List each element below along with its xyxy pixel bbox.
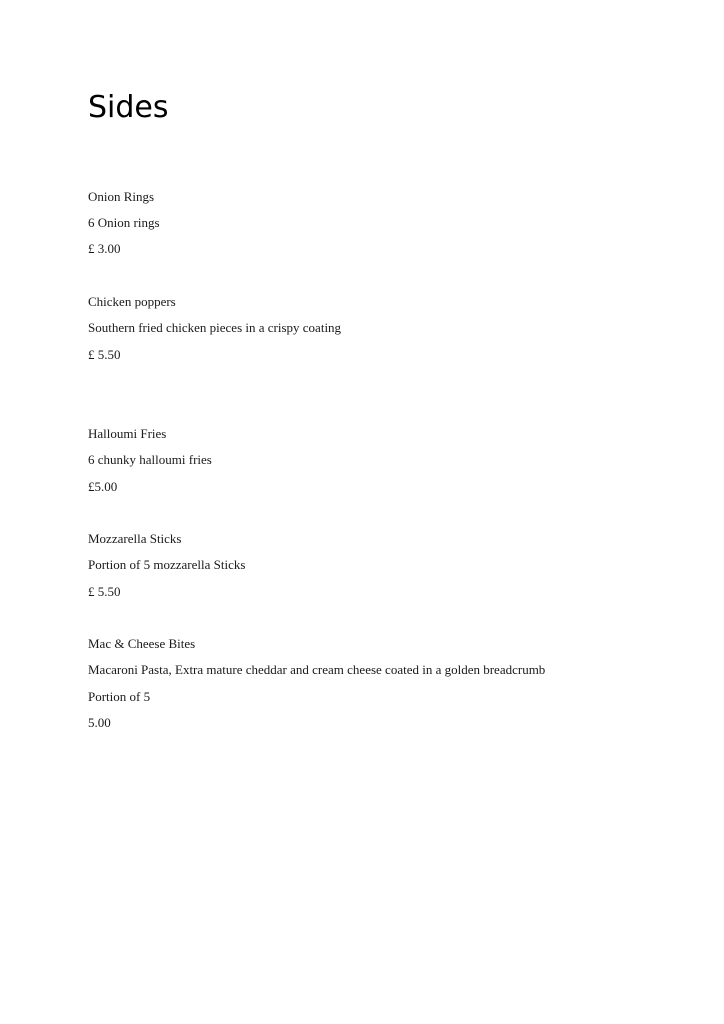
item-price: £ 5.50 — [88, 584, 121, 599]
item-name: Mozzarella Sticks — [88, 531, 182, 546]
item-description: Macaroni Pasta, Extra mature cheddar and cream cheese coated in a golden breadcrumb — [88, 662, 546, 677]
item-price: £5.00 — [88, 479, 118, 494]
item-description: 6 chunky halloumi fries — [88, 452, 212, 467]
item-name: Onion Rings — [88, 189, 155, 204]
item-description: Portion of 5 mozzarella Sticks — [88, 557, 246, 572]
item-portion: Portion of 5 — [88, 689, 151, 704]
item-name: Mac & Cheese Bites — [88, 636, 196, 651]
item-description: 6 Onion rings — [88, 215, 160, 230]
item-price: £ 3.00 — [88, 241, 121, 256]
item-price: 5.00 — [88, 715, 111, 730]
item-description: Southern fried chicken pieces in a crispy coating — [88, 320, 342, 335]
item-price: £ 5.50 — [88, 347, 121, 362]
item-name: Chicken poppers — [88, 294, 176, 309]
item-name: Halloumi Fries — [88, 426, 167, 441]
page-title: Sides — [88, 90, 169, 125]
